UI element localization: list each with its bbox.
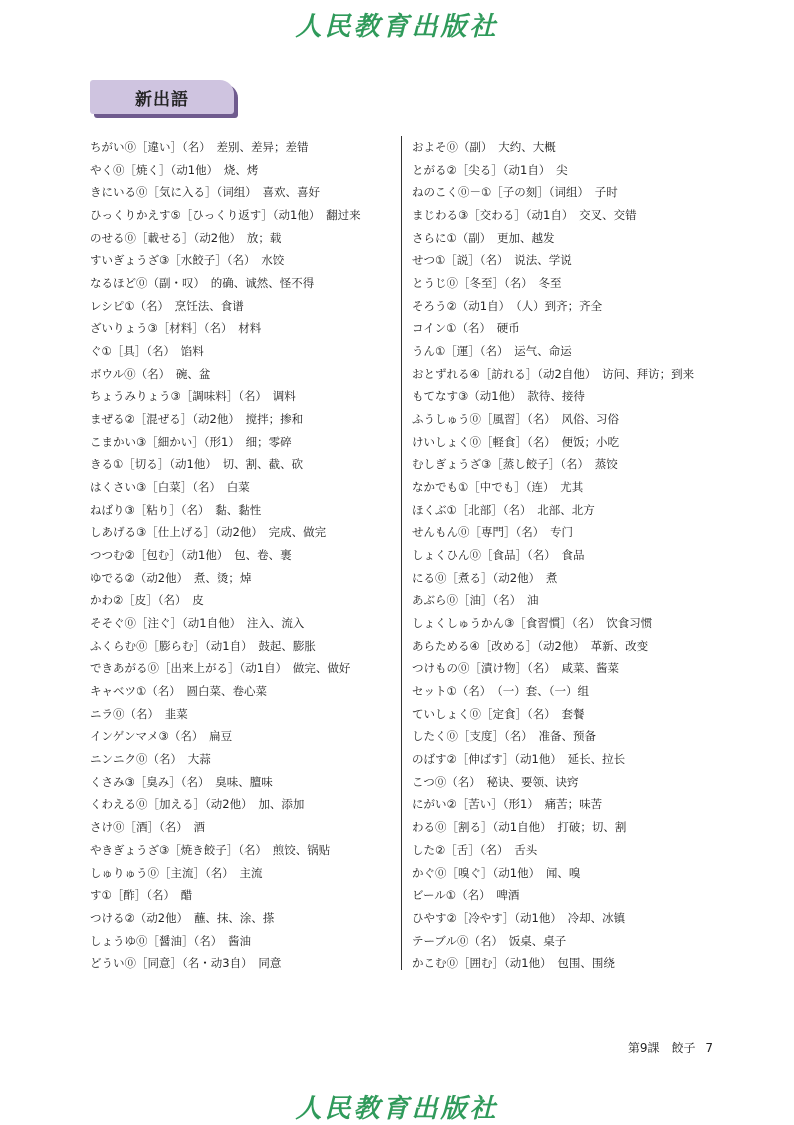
vocab-entry: わる⓪［割る］（动1自他） 打破；切、割 (412, 820, 627, 835)
vocab-entry: すいぎょうざ③［水餃子］（名） 水饺 (90, 253, 285, 268)
vocab-entry: あらためる④［改める］（动2他） 革新、改变 (412, 638, 649, 653)
vocab-entry: す①［酢］（名） 醋 (90, 888, 193, 903)
vocab-entry: さけ⓪［酒］（名） 酒 (90, 820, 205, 835)
vocab-entry: ニンニク⓪（名） 大蒜 (90, 752, 211, 767)
vocab-entry: せつ①［説］（名） 说法、学说 (412, 253, 572, 268)
vocab-entry: そそぐ⓪［注ぐ］（动1自他） 注入、流入 (90, 616, 305, 631)
vocab-entry: できあがる⓪［出来上がる］（动1自） 做完、做好 (90, 661, 351, 676)
vocab-entry: テーブル⓪（名） 饭桌、桌子 (412, 933, 567, 948)
publisher-logo-top: 人民教育出版社 (295, 12, 499, 42)
vocab-entry: ちょうみりょう③［調味料］（名） 调料 (90, 389, 296, 404)
vocab-entry: しょくしゅうかん③［食習慣］（名） 饮食习惯 (412, 616, 653, 631)
vocab-entry: けいしょく⓪［軽食］（名） 便饭；小吃 (412, 434, 619, 449)
vocab-entry: うん①［運］（名） 运气、命运 (412, 344, 572, 359)
vocab-column-left (90, 136, 390, 975)
lesson-label: 第9課 餃子 (627, 1041, 696, 1055)
vocab-entry: しあげる③［仕上げる］（动2他） 完成、做完 (90, 525, 327, 540)
vocab-entry: した②［舌］（名） 舌头 (412, 842, 538, 857)
vocab-entry: むしぎょうざ③［蒸し餃子］（名） 蒸饺 (412, 457, 618, 472)
column-divider (401, 136, 402, 970)
vocab-entry: ふうしゅう⓪［風習］（名） 风俗、习俗 (412, 412, 619, 427)
section-title: 新出語 (135, 89, 189, 110)
vocab-entry: かわ②［皮］（名） 皮 (90, 593, 204, 608)
vocab-entry: ざいりょう③［材料］（名） 材料 (90, 321, 262, 336)
vocab-entry: まぜる②［混ぜる］（动2他） 搅拌；掺和 (90, 412, 304, 427)
vocab-entry: はくさい③［白菜］（名） 白菜 (90, 480, 250, 495)
section-heading (90, 80, 238, 118)
vocab-entry: しょくひん⓪［食品］（名） 食品 (412, 548, 585, 563)
vocab-entry: なかでも①［中でも］（连） 尤其 (412, 480, 584, 495)
page-number: 7 (705, 1041, 713, 1055)
vocab-entry: やく⓪［焼く］（动1他） 烧、烤 (90, 162, 259, 177)
vocab-entry: どうい⓪［同意］（名・动3自） 同意 (90, 956, 282, 971)
vocab-entry: したく⓪［支度］（名） 准备、预备 (412, 729, 596, 744)
vocab-entry: そろう②（动1自） （人）到齐；齐全 (412, 298, 603, 313)
vocab-entry: ていしょく⓪［定食］（名） 套餐 (412, 706, 585, 721)
vocab-entry: おとずれる④［訪れる］（动2自他） 访问、拜访；到来 (412, 366, 695, 381)
vocab-entry: しょうゆ⓪［醤油］（名） 酱油 (90, 933, 251, 948)
vocab-entry: ひやす②［冷やす］（动1他） 冷却、冰镇 (412, 910, 626, 925)
section-heading-face (90, 80, 234, 114)
vocab-entry: ボウル⓪（名） 碗、盆 (90, 366, 211, 381)
vocab-entry: くわえる⓪［加える］（动2他） 加、添加 (90, 797, 305, 812)
vocab-entry: ゆでる②（动2他） 煮、烫；焯 (90, 570, 252, 585)
vocab-entry: こつ⓪（名） 秘诀、要领、诀窍 (412, 774, 579, 789)
vocab-entry: とうじ⓪［冬至］（名） 冬至 (412, 276, 562, 291)
vocab-entry: つけもの⓪［漬け物］（名） 咸菜、酱菜 (412, 661, 619, 676)
vocab-entry: まじわる③［交わる］（动1自） 交叉、交错 (412, 208, 637, 223)
vocab-entry: キャベツ①（名） 圆白菜、卷心菜 (90, 684, 268, 699)
vocab-entry: のばす②［伸ばす］（动1他） 延长、拉长 (412, 752, 626, 767)
vocab-entry: ふくらむ⓪［膨らむ］（动1自） 鼓起、膨胀 (90, 638, 316, 653)
vocab-entry: セット①（名） （一）套、（一）组 (412, 684, 590, 699)
vocab-entry: ひっくりかえす⑤［ひっくり返す］（动1他） 翻过来 (90, 208, 361, 223)
vocab-entry: ニラ⓪（名） 韭菜 (90, 706, 188, 721)
vocab-entry: なるほど⓪（副・叹） 的确、诚然、怪不得 (90, 276, 315, 291)
vocab-entry: こまかい③［細かい］（形1） 细；零碎 (90, 434, 292, 449)
vocab-entry: しゅりゅう⓪［主流］（名） 主流 (90, 865, 263, 880)
publisher-logo-bottom: 人民教育出版社 (295, 1094, 499, 1124)
vocab-entry: ねのこく⓪－①［子の刻］（词组） 子时 (412, 185, 618, 200)
vocab-entry: ビール①（名） 啤酒 (412, 888, 520, 903)
vocab-entry: きにいる⓪［気に入る］（词组） 喜欢、喜好 (90, 185, 320, 200)
vocab-entry: つつむ②［包む］（动1他） 包、卷、裹 (90, 548, 292, 563)
vocab-entry: かこむ⓪［囲む］（动1他） 包围、围绕 (412, 956, 615, 971)
vocab-entry: くさみ③［臭み］（名） 臭味、膻味 (90, 774, 273, 789)
vocab-entry: もてなす③（动1他） 款待、接待 (412, 389, 585, 404)
vocab-entry: かぐ⓪［嗅ぐ］（动1他） 闻、嗅 (412, 865, 581, 880)
vocab-entry: レシピ①（名） 烹饪法、食谱 (90, 298, 244, 313)
vocab-entry: コイン①（名） 硬币 (412, 321, 520, 336)
vocab-entry: ねばり③［粘り］（名） 黏、黏性 (90, 502, 262, 517)
vocab-entry: せんもん⓪［専門］（名） 专门 (412, 525, 573, 540)
vocab-entry: インゲンマメ③（名） 扁豆 (90, 729, 233, 744)
vocab-entry: ちがい⓪［違い］（名） 差别、差异；差错 (90, 140, 309, 154)
vocab-entry: ほくぶ①［北部］（名） 北部、北方 (412, 502, 595, 517)
vocab-entry: のせる⓪［載せる］（动2他） 放；载 (90, 230, 282, 245)
vocab-column-right (412, 136, 712, 975)
vocab-entry: きる①［切る］（动1他） 切、割、截、砍 (90, 457, 304, 472)
page-footer (622, 1039, 713, 1056)
vocab-entry: にる⓪［煮る］（动2他） 煮 (412, 570, 558, 585)
vocab-entry: さらに①（副） 更加、越发 (412, 230, 555, 245)
vocab-entry: およそ⓪（副） 大约、大概 (412, 140, 556, 154)
vocab-entry: やきぎょうざ③［焼き餃子］（名） 煎饺、锅贴 (90, 842, 331, 857)
vocab-entry: とがる②［尖る］（动1自） 尖 (412, 162, 568, 177)
vocab-entry: ぐ①［具］（名） 馅料 (90, 344, 204, 359)
vocab-entry: あぶら⓪［油］（名） 油 (412, 593, 539, 608)
vocab-entry: にがい②［苦い］（形1） 痛苦；味苦 (412, 797, 603, 812)
vocab-entry: つける②（动2他） 蘸、抹、涂、搽 (90, 910, 275, 925)
